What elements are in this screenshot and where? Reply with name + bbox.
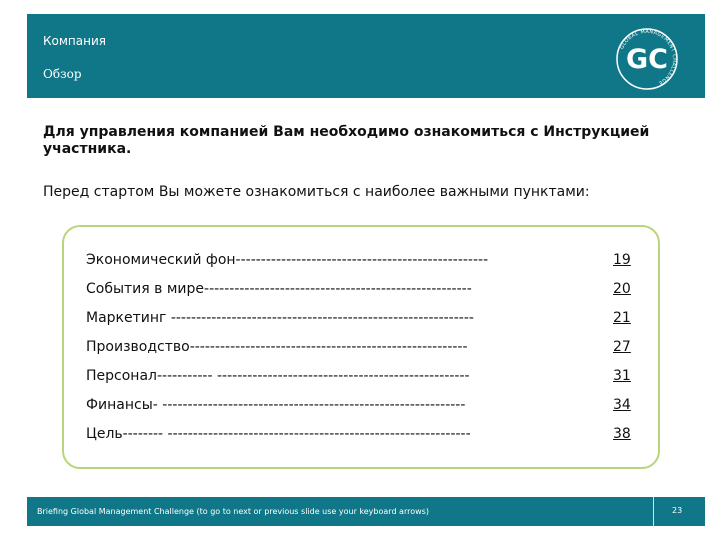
toc-item-finance: [86, 397, 646, 426]
toc-item-world-events: [86, 281, 646, 310]
toc-page-link[interactable]: 38: [613, 426, 631, 442]
toc-page-link[interactable]: 21: [613, 310, 631, 326]
toc-item-label: Цель-------- ------------------------------------------------------------: [86, 426, 471, 442]
overview-label: Обзор: [43, 67, 82, 81]
footer-divider: [653, 497, 654, 526]
toc-page-link[interactable]: 19: [613, 252, 631, 268]
company-label: Компания: [43, 34, 106, 48]
toc-page-link[interactable]: 34: [613, 397, 631, 413]
toc-item-label: Маркетинг ------------------------------------------------------------: [86, 310, 474, 326]
toc-item-economic-background: [86, 252, 646, 281]
toc-item-personnel: [86, 368, 646, 397]
logo-ring-text: GLOBAL MANAGEMENT CHALLENGE: [619, 28, 678, 87]
table-of-contents: [86, 252, 646, 455]
global-management-challenge-logo-icon: [607, 24, 691, 94]
toc-page-link[interactable]: 20: [613, 281, 631, 297]
toc-page-link[interactable]: 31: [613, 368, 631, 384]
toc-item-marketing: [86, 310, 646, 339]
footer-bar: [27, 497, 705, 526]
toc-item-production: [86, 339, 646, 368]
toc-item-label: Финансы- ------------------------------------------------------------: [86, 397, 466, 413]
toc-item-label: Экономический фон--------------------------------------------------: [86, 252, 489, 268]
toc-page-link[interactable]: 27: [613, 339, 631, 355]
intro-bold-text: Для управления компанией Вам необходимо ознакомиться с Инструкцией участника.: [43, 124, 650, 157]
toc-item-label: Производство-------------------------------------------------------: [86, 339, 468, 355]
toc-item-goal: [86, 426, 646, 455]
intro-normal-text: Перед стартом Вы можете ознакомиться с наиболее важными пунктами:: [43, 184, 590, 200]
toc-item-label: Персонал----------- --------------------------------------------------: [86, 368, 470, 384]
footer-instructions: Briefing Global Management Challenge (to go to next or previous slide use your keyboard arrows): [37, 507, 429, 516]
toc-item-label: События в мире-----------------------------------------------------: [86, 281, 472, 297]
header-bar: [27, 14, 705, 98]
logo-letters: GC: [626, 44, 668, 75]
slide-page-number: 23: [672, 506, 683, 515]
